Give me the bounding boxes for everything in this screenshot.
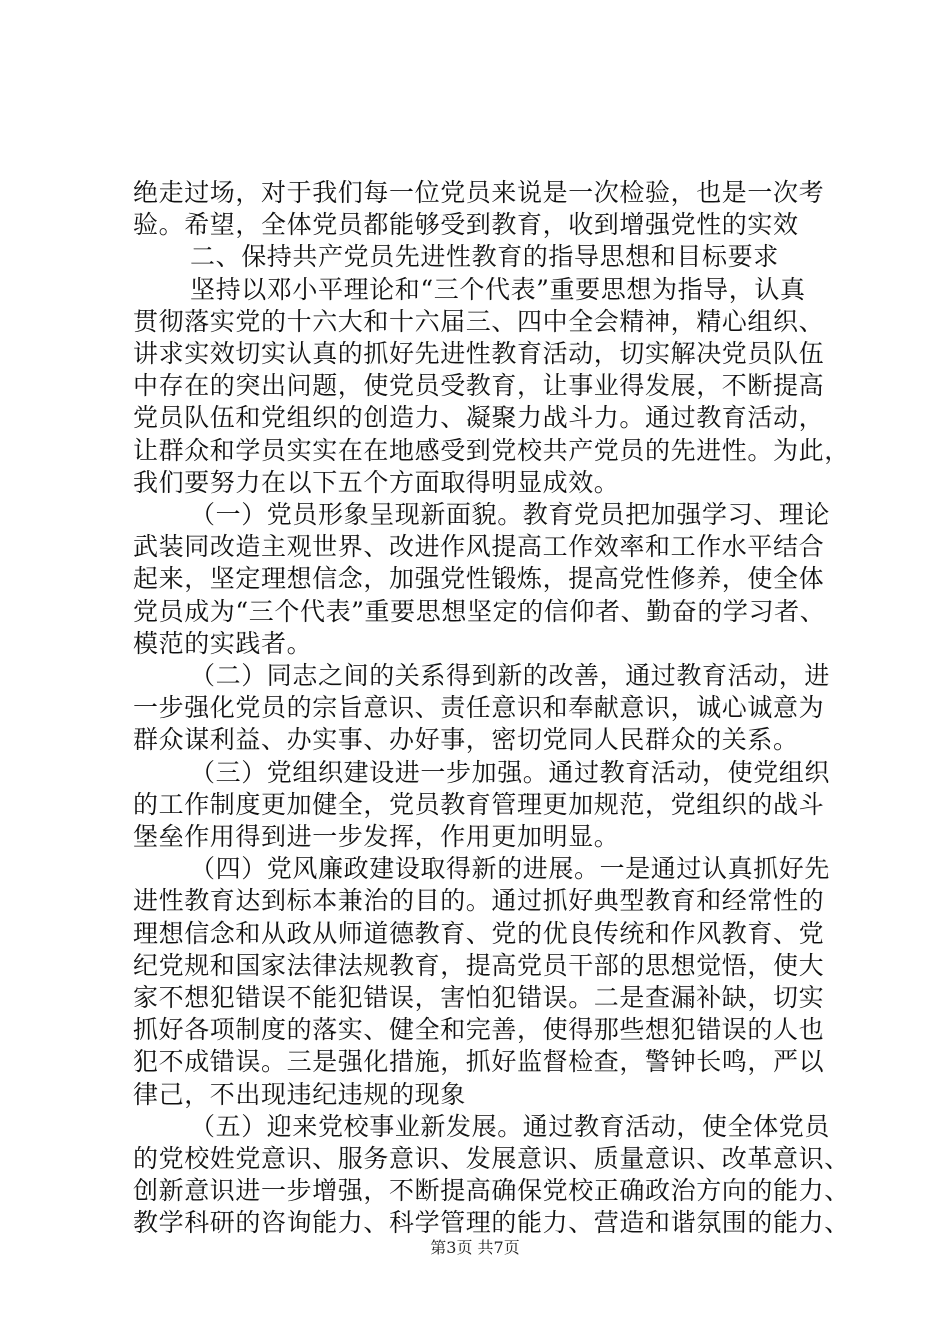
- text-line: 群众谋利益、办实事、办好事，密切党同人民群众的关系。: [133, 725, 799, 754]
- text-line: 家不想犯错误不能犯错误，害怕犯错误。二是查漏补缺，切实: [133, 983, 825, 1012]
- text-line: 纪党规和国家法律法规教育，提高党员干部的思想觉悟，使大: [133, 951, 825, 980]
- text-line: 的工作制度更加健全，党员教育管理更加规范，党组织的战斗: [133, 790, 825, 819]
- text-line: （四）党风廉政建设取得新的进展。一是通过认真抓好先: [190, 854, 831, 883]
- text-line: （五）迎来党校事业新发展。通过教育活动，使全体党员: [190, 1112, 831, 1141]
- text-line: 的党校姓党意识、服务意识、发展意识、质量意识、改革意识、: [133, 1144, 850, 1173]
- text-line: 模范的实践者。: [133, 629, 313, 658]
- text-line: 律己，不出现违纪违规的现象: [133, 1080, 466, 1109]
- text-line: 理想信念和从政从师道德教育、党的优良传统和作风教育、党: [133, 919, 825, 948]
- section-heading: 二、保持共产党员先进性教育的指导思想和目标要求: [190, 242, 779, 271]
- text-line: 党员成为“三个代表”重要思想坚定的信仰者、勤奋的学习者、: [133, 597, 826, 626]
- text-line: 党员队伍和党组织的创造力、凝聚力战斗力。通过教育活动，: [133, 403, 825, 432]
- text-line: 验。希望，全体党员都能够受到教育，收到增强党性的实效: [133, 210, 799, 239]
- text-line: 抓好各项制度的落实、健全和完善，使得那些想犯错误的人也: [133, 1015, 825, 1044]
- text-line: 教学科研的咨询能力、科学管理的能力、营造和谐氛围的能力、: [133, 1208, 850, 1237]
- text-line: 让群众和学员实实在在地感受到党校共产党员的先进性。为此，: [133, 436, 850, 465]
- text-line: （二）同志之间的关系得到新的改善，通过教育活动，进: [190, 661, 831, 690]
- text-line: 犯不成错误。三是强化措施，抓好监督检查，警钟长鸣，严以: [133, 1047, 825, 1076]
- text-line: 进性教育达到标本兼治的目的。通过抓好典型教育和经常性的: [133, 886, 825, 915]
- page-number-footer: 第3页 共7页: [430, 1238, 520, 1257]
- text-line: 中存在的突出问题，使党员受教育，让事业得发展，不断提高: [133, 371, 825, 400]
- text-line: 起来，坚定理想信念，加强党性锻炼，提高党性修养，使全体: [133, 564, 825, 593]
- text-line: 一步强化党员的宗旨意识、责任意识和奉献意识，诚心诚意为: [133, 693, 825, 722]
- text-line: （一）党员形象呈现新面貌。教育党员把加强学习、理论: [190, 500, 831, 529]
- text-line: （三）党组织建设进一步加强。通过教育活动，使党组织: [190, 758, 831, 787]
- text-line: 绝走过场，对于我们每一位党员来说是一次检验，也是一次考: [133, 178, 825, 207]
- text-line: 武装同改造主观世界、改进作风提高工作效率和工作水平结合: [133, 532, 825, 561]
- text-line: 创新意识进一步增强，不断提高确保党校正确政治方向的能力、: [133, 1176, 850, 1205]
- text-line: 我们要努力在以下五个方面取得明显成效。: [133, 468, 620, 497]
- text-line: 贯彻落实党的十六大和十六届三、四中全会精神，精心组织、: [133, 307, 825, 336]
- text-line: 讲求实效切实认真的抓好先进性教育活动，切实解决党员队伍: [133, 339, 825, 368]
- text-line: 坚持以邓小平理论和“三个代表”重要思想为指导，认真: [190, 275, 806, 304]
- text-line: 堡垒作用得到进一步发挥，作用更加明显。: [133, 822, 620, 851]
